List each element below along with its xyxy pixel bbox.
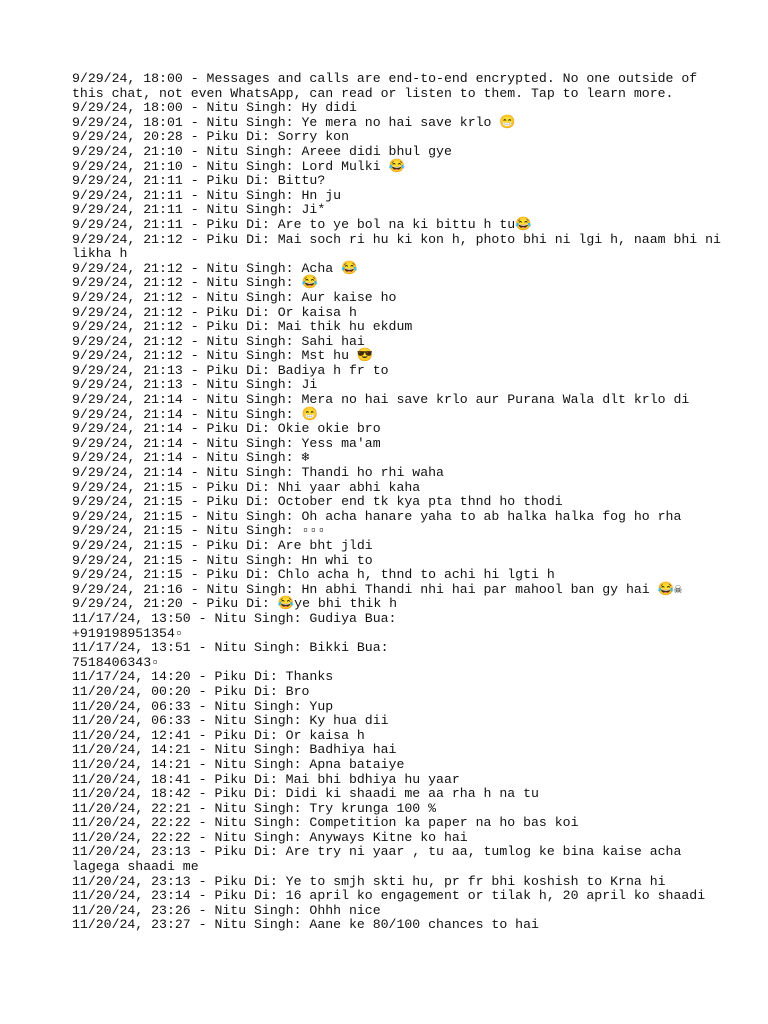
chat-line: 9/29/24, 21:10 - Nitu Singh: Areee didi bhul gye [72, 143, 452, 159]
chat-line: 9/29/24, 18:01 - Nitu Singh: Ye mera no hai save krlo 😁 [72, 114, 516, 130]
chat-line: 11/20/24, 18:42 - Piku Di: Didi ki shaadi me aa rha h na tu [72, 786, 539, 802]
chat-line: 9/29/24, 21:15 - Nitu Singh: Oh acha hanare yaha to ab halka halka fog ho rha [72, 508, 682, 524]
chat-export-text [72, 71, 721, 933]
chat-line: 9/29/24, 21:14 - Nitu Singh: Thandi ho rhi waha [72, 465, 444, 481]
chat-line: 9/29/24, 21:12 - Nitu Singh: Acha 😂 [72, 260, 358, 276]
chat-line: 9/29/24, 21:12 - Piku Di: Or kaisa h [72, 304, 357, 320]
chat-line: 11/20/24, 23:14 - Piku Di: 16 april ko engagement or tilak h, 20 april ko shaadi [72, 888, 706, 904]
chat-line: 11/20/24, 22:22 - Nitu Singh: Competition ka paper na ho bas koi [72, 815, 579, 831]
chat-line: 9/29/24, 21:15 - Piku Di: October end tk kya pta thnd ho thodi [72, 494, 563, 510]
chat-line: 9/29/24, 21:15 - Piku Di: Nhi yaar abhi kaha [72, 479, 421, 495]
chat-line: 9/29/24, 21:14 - Nitu Singh: Yess ma'am [72, 435, 381, 451]
chat-line: 9/29/24, 18:00 - Nitu Singh: Hy didi [72, 100, 357, 116]
chat-line: 9/29/24, 21:15 - Nitu Singh: Hn whi to [72, 552, 373, 568]
chat-line: 9/29/24, 21:14 - Nitu Singh: Mera no hai save krlo aur Purana Wala dlt krlo di [72, 392, 690, 408]
chat-line: 9/29/24, 21:15 - Nitu Singh: ▫▫▫ [72, 523, 326, 539]
chat-line: 11/20/24, 06:33 - Nitu Singh: Ky hua dii [72, 713, 389, 729]
chat-line: 9/29/24, 21:12 - Piku Di: Mai thik hu ekdum [72, 319, 413, 335]
chat-line: 9/29/24, 21:11 - Piku Di: Bittu? [72, 173, 326, 189]
chat-line: 11/20/24, 00:20 - Piku Di: Bro [72, 683, 310, 699]
chat-line: 9/29/24, 21:12 - Nitu Singh: 😂 [72, 275, 318, 291]
chat-line: 11/20/24, 22:21 - Nitu Singh: Try krunga 100 % [72, 800, 437, 816]
chat-line: +919198951354▫ [72, 625, 183, 641]
chat-line: 9/29/24, 18:00 - Messages and calls are end-to-end encrypted. No one outside of [72, 71, 698, 86]
chat-line: 11/20/24, 22:22 - Nitu Singh: Anyways Kitne ko hai [72, 829, 468, 845]
chat-line: 9/29/24, 21:15 - Piku Di: Chlo acha h, thnd to achi hi lgti h [72, 567, 555, 583]
chat-line: 7518406343▫ [72, 654, 160, 670]
chat-line: 11/20/24, 18:41 - Piku Di: Mai bhi bdhiya hu yaar [72, 771, 460, 787]
chat-line: 9/29/24, 21:11 - Piku Di: Are to ye bol na ki bittu h tu😂 [72, 216, 532, 232]
chat-line: 9/29/24, 21:11 - Nitu Singh: Hn ju [72, 187, 342, 203]
chat-line: 11/20/24, 12:41 - Piku Di: Or kaisa h [72, 727, 365, 743]
chat-line: 11/20/24, 14:21 - Nitu Singh: Badhiya hai [72, 742, 397, 758]
chat-line: 9/29/24, 20:28 - Piku Di: Sorry kon [72, 129, 349, 145]
chat-line: 9/29/24, 21:10 - Nitu Singh: Lord Mulki 😂 [72, 158, 405, 174]
chat-line: 9/29/24, 21:12 - Nitu Singh: Aur kaise ho [72, 289, 397, 305]
chat-line: 9/29/24, 21:16 - Nitu Singh: Hn abhi Thandi nhi hai par mahool ban gy hai 😂☠ [72, 581, 682, 597]
chat-line: 9/29/24, 21:12 - Nitu Singh: Sahi hai [72, 333, 365, 349]
chat-line: 9/29/24, 21:15 - Piku Di: Are bht jldi [72, 538, 373, 553]
chat-line: 9/29/24, 21:14 - Piku Di: Okie okie bro [72, 421, 381, 437]
chat-line: 9/29/24, 21:14 - Nitu Singh: 😁 [72, 406, 318, 422]
chat-line: 9/29/24, 21:12 - Piku Di: Mai soch ri hu ki kon h, photo bhi ni lgi h, naam bhi ni [72, 231, 721, 247]
chat-line: 11/17/24, 13:50 - Nitu Singh: Gudiya Bua: [72, 610, 397, 626]
chat-line: 9/29/24, 21:13 - Piku Di: Badiya h fr to [72, 362, 389, 378]
chat-line: 11/20/24, 23:26 - Nitu Singh: Ohhh nice [72, 902, 381, 918]
chat-line: 11/20/24, 14:21 - Nitu Singh: Apna bataiye [72, 756, 405, 772]
chat-line: 11/20/24, 23:13 - Piku Di: Are try ni yaar , tu aa, tumlog ke bina kaise acha [72, 844, 682, 860]
chat-line: this chat, not even WhatsApp, can read or listen to them. Tap to learn more. [72, 85, 674, 101]
chat-line: 9/29/24, 21:13 - Nitu Singh: Ji [72, 377, 318, 393]
chat-line: 11/20/24, 06:33 - Nitu Singh: Yup [72, 698, 334, 714]
chat-line: 11/20/24, 23:13 - Piku Di: Ye to smjh skti hu, pr fr bhi koshish to Krna hi [72, 873, 666, 889]
chat-line: likha h [72, 246, 128, 262]
chat-line: 9/29/24, 21:14 - Nitu Singh: ❄ [72, 450, 310, 466]
chat-line: 11/17/24, 14:20 - Piku Di: Thanks [72, 669, 334, 685]
chat-line: 9/29/24, 21:12 - Nitu Singh: Mst hu 😎 [72, 348, 374, 364]
chat-line: 9/29/24, 21:11 - Nitu Singh: Ji* [72, 202, 326, 218]
chat-line: 11/20/24, 23:27 - Nitu Singh: Aane ke 80/100 chances to hai [72, 917, 539, 933]
chat-line: lagega shaadi me [72, 859, 199, 875]
chat-line: 11/17/24, 13:51 - Nitu Singh: Bikki Bua: [72, 640, 389, 656]
chat-line: 9/29/24, 21:20 - Piku Di: 😂ye bhi thik h [72, 596, 398, 612]
